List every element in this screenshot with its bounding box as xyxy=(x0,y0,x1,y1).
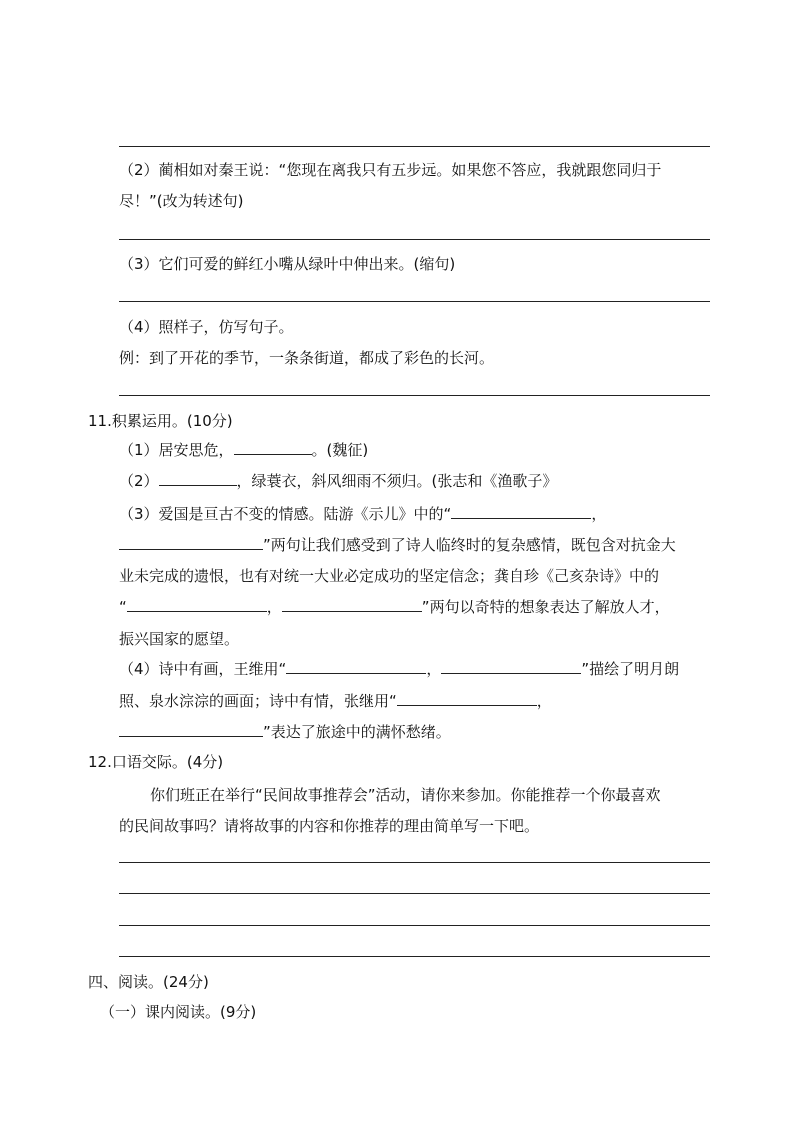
q12-para-line1: 你们班正在举行“民间故事推荐会”活动，请你来参加。你能推荐一个你最喜欢 xyxy=(150,786,661,804)
q11-item4-line3 xyxy=(119,722,451,742)
answer-line[interactable] xyxy=(119,301,710,302)
section4-heading: 四、阅读。(24分) xyxy=(88,973,209,991)
q11-item4-line3-suffix: ”表达了旅途中的满怀愁绪。 xyxy=(263,723,451,741)
q10-item4: （4）照样子，仿写句子。 xyxy=(119,318,294,336)
q11-item3-line1 xyxy=(119,504,606,524)
fill-blank[interactable] xyxy=(282,597,422,612)
q11-item1-prefix: （1）居安思危， xyxy=(119,441,234,459)
q11-item4-line1-suffix: ”描绘了明月朗 xyxy=(581,660,680,678)
q11-item3-line1-suffix: ， xyxy=(591,505,607,523)
q11-item4-line2 xyxy=(119,691,552,711)
q11-item4-line1 xyxy=(119,659,679,679)
q10-item2-line1: （2）蔺相如对秦王说：“您现在离我只有五步远。如果您不答应，我就跟您同归于 xyxy=(119,161,662,179)
q11-item3-line4-mid: ， xyxy=(266,598,282,616)
fill-blank[interactable] xyxy=(286,659,426,674)
q11-item4-line2-suffix: ， xyxy=(536,692,552,710)
q11-item1-suffix: 。(魏征) xyxy=(311,441,369,459)
q11-item3-line4-prefix: “ xyxy=(119,598,127,616)
q10-item2-line2: 尽！”(改为转述句) xyxy=(119,192,244,210)
fill-blank[interactable] xyxy=(119,535,263,550)
q11-item2-suffix: ，绿蓑衣，斜风细雨不须归。(张志和《渔歌子》 xyxy=(236,472,558,490)
fill-blank[interactable] xyxy=(441,659,581,674)
answer-line[interactable] xyxy=(119,395,710,396)
q11-item1 xyxy=(119,440,368,460)
fill-blank[interactable] xyxy=(451,504,591,519)
fill-blank[interactable] xyxy=(397,691,537,706)
fill-blank[interactable] xyxy=(234,440,312,455)
section4-sub1: （一）课内阅读。(9分) xyxy=(100,1003,257,1021)
q12-heading: 12.口语交际。(4分) xyxy=(88,753,224,771)
q11-item3-line4-suffix: ”两句以奇特的想象表达了解放人才， xyxy=(421,598,670,616)
answer-line[interactable] xyxy=(119,925,710,926)
q11-item2 xyxy=(119,471,557,491)
fill-blank[interactable] xyxy=(127,597,267,612)
q11-item3-line3: 业未完成的遗恨，也有对统一大业必定成功的坚定信念；龚自珍《己亥杂诗》中的 xyxy=(119,567,660,585)
q11-item4-line2-prefix: 照、泉水淙淙的画面；诗中有情，张继用“ xyxy=(119,692,397,710)
q11-item2-prefix: （2） xyxy=(119,472,159,490)
answer-line[interactable] xyxy=(119,862,710,863)
answer-line[interactable] xyxy=(119,239,710,240)
q11-item4-line1-mid: ， xyxy=(426,660,442,678)
q10-example: 例：到了开花的季节，一条条街道，都成了彩色的长河。 xyxy=(119,349,495,367)
answer-line[interactable] xyxy=(119,146,710,147)
q11-item3-line1-prefix: （3）爱国是亘古不变的情感。陆游《示儿》中的“ xyxy=(119,505,452,523)
answer-line[interactable] xyxy=(119,956,710,957)
fill-blank[interactable] xyxy=(119,722,263,737)
q11-item3-line2 xyxy=(119,535,676,555)
q11-heading: 11.积累运用。(10分) xyxy=(88,412,233,430)
q11-item3-line5: 振兴国家的愿望。 xyxy=(119,630,240,648)
q11-item3-line4 xyxy=(119,597,670,617)
q12-para-line2: 的民间故事吗？请将故事的内容和你推荐的理由简单写一下吧。 xyxy=(119,817,540,835)
answer-line[interactable] xyxy=(119,893,710,894)
fill-blank[interactable] xyxy=(159,471,237,486)
q10-item3: （3）它们可爱的鲜红小嘴从绿叶中伸出来。(缩句) xyxy=(119,255,456,273)
q11-item3-line2-suffix: ”两句让我们感受到了诗人临终时的复杂感情，既包含对抗金大 xyxy=(263,536,676,554)
q11-item4-line1-prefix: （4）诗中有画，王维用“ xyxy=(119,660,287,678)
